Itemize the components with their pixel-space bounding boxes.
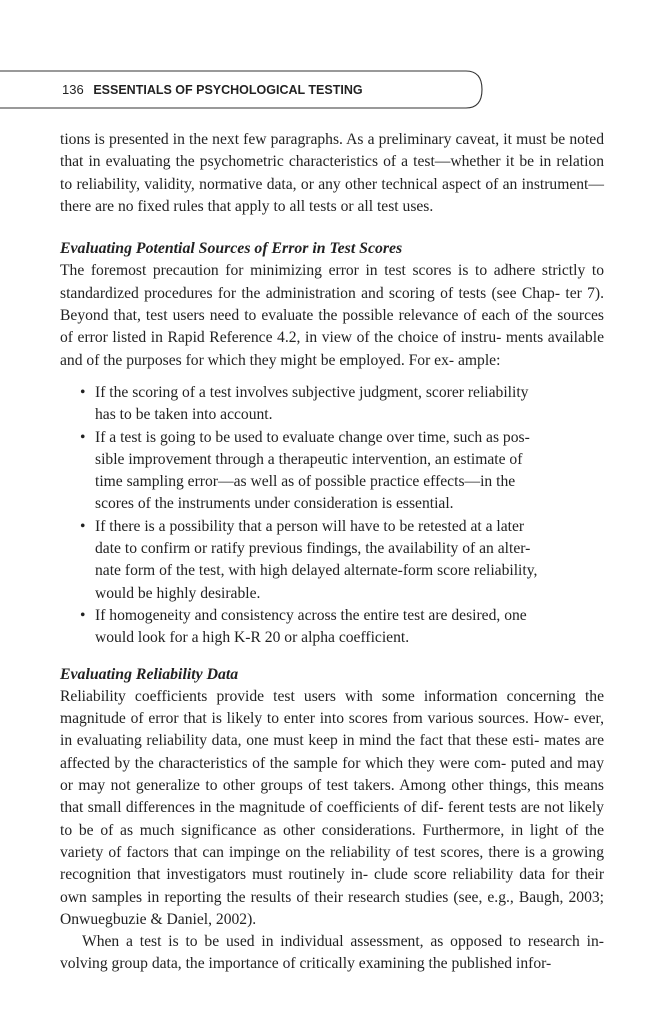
- text-line: If there is a possibility that a person will have to be retested at a later: [95, 517, 525, 535]
- list-item: [80, 516, 600, 605]
- paragraph-individual-assessment: [60, 931, 604, 976]
- text-line: sible improvement through a therapeutic intervention, an estimate of: [95, 450, 523, 468]
- list-item: [80, 427, 600, 516]
- text-line: ever, in evaluating reliability data, one must keep in mind the fact that these esti-: [60, 710, 604, 750]
- running-header: [62, 82, 363, 97]
- section-heading-sources-of-error: Evaluating Potential Sources of Error in Test Scores: [60, 240, 403, 258]
- text-line: When a test is to be used in individual assessment, as opposed to research in-: [82, 933, 604, 951]
- text-line: If homogeneity and consistency across the entire test are desired, one: [95, 606, 527, 624]
- text-line: Reliability coefficients provide test users with some information concerning the: [60, 687, 604, 705]
- text-line: noted that in evaluating the psychometric characteristics of a test—whether it be: [60, 131, 604, 171]
- text-line: an instrument—there are no fixed rules that apply to all tests or all test uses.: [60, 175, 604, 215]
- list-item: [80, 605, 600, 650]
- paragraph-sources-of-error: [60, 260, 604, 371]
- text-line: of test scores, there is a growing recognition that investigators must routinely in-: [60, 843, 604, 884]
- text-line: scores of the instruments under consideration is essential.: [95, 495, 454, 513]
- body-text: [60, 129, 604, 976]
- text-line: Furthermore, in light of the variety of factors that can impinge on the reliability: [60, 821, 605, 861]
- text-line: time sampling error—as well as of possible practice effects—in the: [95, 473, 516, 491]
- text-line: mates are affected by the characteristics of the sample for which they were com-: [60, 732, 605, 772]
- bullet-icon: •: [80, 428, 86, 446]
- text-line: has to be taken into account.: [95, 406, 273, 424]
- page-number: 136: [62, 82, 84, 97]
- text-line: ments available and of the purposes for which they might be employed. For ex-: [60, 329, 604, 369]
- paragraph-reliability-data: [60, 686, 604, 931]
- text-line: tions is presented in the next few paragraphs. As a preliminary caveat, it must be: [60, 131, 566, 148]
- text-line: date to confirm or ratify previous findings, the availability of an alter-: [95, 540, 531, 558]
- section-heading-reliability-data: Evaluating Reliability Data: [60, 665, 239, 683]
- text-line: volving group data, the importance of critically examining the published infor-: [60, 955, 552, 973]
- text-line: ter 7). Beyond that, test users need to evaluate the possible relevance of each of: [60, 284, 605, 325]
- text-line: ample:: [458, 351, 501, 369]
- text-line: If a test is going to be used to evaluate change over time, such as pos-: [95, 428, 530, 446]
- text-line: nate form of the test, with high delayed alternate-form score reliability,: [95, 562, 538, 580]
- paragraph-intro: [60, 129, 604, 218]
- text-line: would look for a high K-R 20 or alpha coefficient.: [95, 629, 410, 647]
- text-line: the sources of error listed in Rapid Reference 4.2, in view of the choice of instru-: [60, 307, 604, 347]
- running-title: ESSENTIALS OF PSYCHOLOGICAL TESTING: [93, 83, 363, 97]
- bullet-icon: •: [80, 606, 86, 624]
- list-item: [80, 382, 600, 427]
- text-line: research studies (see, e.g., Baugh, 2003; Onwuegbuzie & Daniel, 2002).: [60, 888, 604, 928]
- text-line: in relation to reliability, validity, normative data, or any other technical aspect of: [60, 153, 605, 193]
- bullet-icon: •: [80, 517, 86, 535]
- bullet-list: [60, 382, 600, 650]
- bullet-icon: •: [80, 383, 86, 401]
- text-line: magnitude of error that is likely to enter into scores from various sources. How-: [60, 710, 570, 728]
- text-line: things, this means that small differences in the magnitude of coefficients of dif-: [60, 777, 604, 817]
- text-line: to standardized procedures for the administration and scoring of tests (see Chap-: [60, 262, 604, 302]
- text-line: The foremost precaution for minimizing error in test scores is to adhere strictly: [60, 262, 586, 280]
- text-line: If the scoring of a test involves subjective judgment, scorer reliability: [95, 383, 529, 401]
- text-line: ferent tests are not likely to be of as much significance as other considerations.: [60, 799, 604, 839]
- text-line: would be highly desirable.: [95, 584, 261, 602]
- text-line: puted and may or may not generalize to other groups of test takers. Among other: [60, 754, 604, 795]
- text-line: clude score reliability data for their own samples in reporting the results of their: [60, 866, 605, 906]
